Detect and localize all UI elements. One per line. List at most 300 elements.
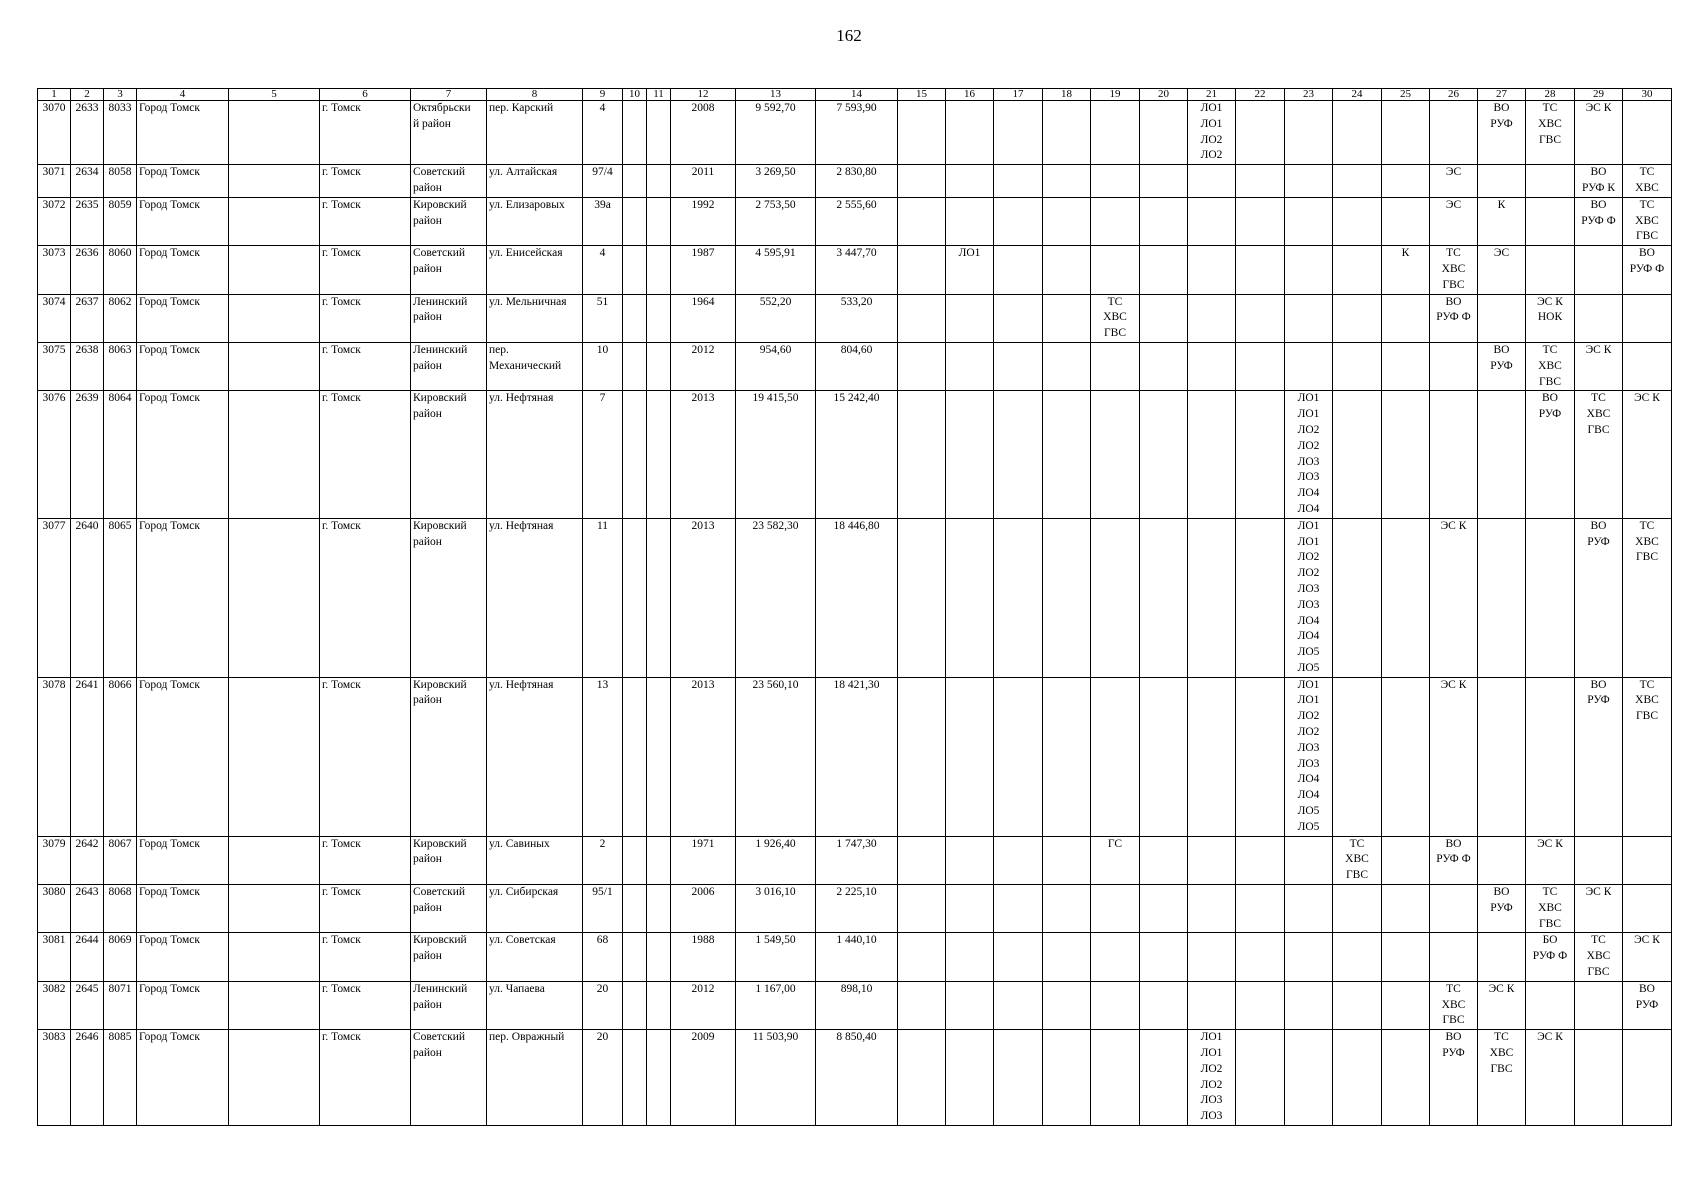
cell-col-7 xyxy=(411,165,487,198)
cell-line: ул. Мельничная xyxy=(489,295,567,308)
cell-col-21 xyxy=(1188,518,1236,677)
cell-col-27 xyxy=(1478,836,1526,884)
cell-col-8 xyxy=(487,1030,583,1126)
cell-line: ЛО1 xyxy=(1200,1031,1223,1044)
cell-col-11 xyxy=(647,101,671,165)
cell-col-23 xyxy=(1285,1030,1333,1126)
cell-col-10 xyxy=(623,101,647,165)
column-number-22: 22 xyxy=(1236,89,1285,101)
cell-col-24 xyxy=(1333,101,1382,165)
column-number-1: 1 xyxy=(38,89,71,101)
cell-col-22 xyxy=(1236,294,1285,342)
cell-col-7 xyxy=(411,677,487,836)
cell-line: ГВС xyxy=(1490,1062,1513,1075)
cell-col-9: 39а xyxy=(583,197,623,245)
cell-col-11 xyxy=(647,677,671,836)
cell-line: район xyxy=(413,901,442,914)
column-number-12: 12 xyxy=(671,89,736,101)
cell-col-4: Город Томск xyxy=(137,836,229,884)
cell-line: РУФ xyxy=(1635,998,1659,1011)
cell-col-29 xyxy=(1575,101,1623,165)
cell-col-3: 8062 xyxy=(104,294,137,342)
cell-col-2: 2641 xyxy=(71,677,104,836)
cell-col-10 xyxy=(623,246,647,294)
cell-col-4: Город Томск xyxy=(137,294,229,342)
cell-col-13: 3 016,10 xyxy=(736,885,816,933)
cell-col-8 xyxy=(487,677,583,836)
cell-col-19 xyxy=(1091,197,1140,245)
cell-col-5 xyxy=(229,518,320,677)
cell-line: ХВС xyxy=(1635,694,1659,707)
cell-line: Октябрьски xyxy=(413,102,471,114)
cell-col-13: 552,20 xyxy=(736,294,816,342)
cell-line: РУФ xyxy=(1538,408,1562,421)
table-row xyxy=(38,101,1672,165)
cell-col-10 xyxy=(623,294,647,342)
cell-line: ЛО5 xyxy=(1297,661,1320,674)
cell-line: РУФ xyxy=(1587,694,1610,707)
column-number-15: 15 xyxy=(898,89,946,101)
cell-line: ВО xyxy=(1493,343,1510,356)
cell-col-24 xyxy=(1333,933,1382,981)
cell-col-13: 954,60 xyxy=(736,342,816,390)
cell-line: ТС xyxy=(1494,1031,1509,1044)
page-number: 162 xyxy=(836,26,862,45)
cell-col-30 xyxy=(1623,246,1672,294)
cell-col-15 xyxy=(898,677,946,836)
cell-line: ХВС xyxy=(1345,853,1369,866)
cell-col-14: 804,60 xyxy=(816,342,898,390)
cell-line: ТС xyxy=(1639,519,1655,532)
cell-col-3: 8066 xyxy=(104,677,137,836)
cell-line: ВО xyxy=(1590,678,1607,691)
cell-col-8 xyxy=(487,933,583,981)
cell-col-17 xyxy=(994,933,1043,981)
cell-col-12: 2013 xyxy=(671,518,736,677)
cell-col-4: Город Томск xyxy=(137,885,229,933)
cell-col-27 xyxy=(1478,518,1526,677)
cell-col-9: 20 xyxy=(583,981,623,1029)
cell-col-30 xyxy=(1623,836,1672,884)
cell-col-26 xyxy=(1430,885,1478,933)
cell-line: район xyxy=(413,998,442,1011)
cell-col-20 xyxy=(1140,885,1188,933)
cell-line: ХВС xyxy=(1538,117,1562,130)
cell-col-8 xyxy=(487,246,583,294)
cell-line: ул. Алтайская xyxy=(489,166,558,179)
cell-line: ЭС К xyxy=(1488,982,1515,995)
column-number-7: 7 xyxy=(411,89,487,101)
cell-line: ул. Елизаровых xyxy=(489,198,565,211)
cell-col-10 xyxy=(623,342,647,390)
cell-col-5 xyxy=(229,1030,320,1126)
cell-line: ЛО1 xyxy=(1297,408,1320,421)
cell-line: ЛО1 xyxy=(1200,1047,1223,1060)
cell-col-25 xyxy=(1382,246,1430,294)
table-row xyxy=(38,885,1672,933)
cell-line: ВО xyxy=(1590,519,1607,532)
cell-line: ЭС К xyxy=(1440,678,1467,691)
cell-col-30 xyxy=(1623,677,1672,836)
cell-line: ВО xyxy=(1445,837,1462,850)
cell-line: ЛО4 xyxy=(1297,614,1320,627)
cell-line: ТС xyxy=(1542,886,1558,899)
cell-col-6: г. Томск xyxy=(320,246,411,294)
cell-line: К xyxy=(1401,247,1410,260)
column-number-29: 29 xyxy=(1575,89,1623,101)
cell-col-23 xyxy=(1285,933,1333,981)
cell-col-29 xyxy=(1575,885,1623,933)
cell-col-19 xyxy=(1091,1030,1140,1126)
cell-col-12: 2013 xyxy=(671,677,736,836)
table-row xyxy=(38,981,1672,1029)
cell-col-3: 8064 xyxy=(104,391,137,518)
cell-col-22 xyxy=(1236,518,1285,677)
cell-col-28 xyxy=(1526,981,1575,1029)
cell-col-21 xyxy=(1188,342,1236,390)
cell-col-23 xyxy=(1285,101,1333,165)
cell-col-24 xyxy=(1333,885,1382,933)
cell-col-1: 3076 xyxy=(38,391,71,518)
cell-line: ЛО2 xyxy=(1297,423,1320,436)
cell-col-24 xyxy=(1333,677,1382,836)
cell-col-5 xyxy=(229,885,320,933)
cell-col-11 xyxy=(647,981,671,1029)
cell-line: ЛО2 xyxy=(1297,439,1320,452)
cell-line: ГС xyxy=(1107,837,1123,850)
cell-line: район xyxy=(413,181,442,194)
cell-col-23 xyxy=(1285,197,1333,245)
cell-col-10 xyxy=(623,197,647,245)
cell-line: ХВС xyxy=(1441,998,1466,1011)
cell-col-8 xyxy=(487,836,583,884)
cell-col-10 xyxy=(623,165,647,198)
cell-col-13: 1 926,40 xyxy=(736,836,816,884)
cell-line: ЭС К xyxy=(1537,1031,1563,1044)
cell-col-26 xyxy=(1430,933,1478,981)
cell-col-1: 3080 xyxy=(38,885,71,933)
cell-col-3: 8068 xyxy=(104,885,137,933)
cell-line: РУФ xyxy=(1587,535,1610,548)
cell-line: ХВС xyxy=(1635,181,1659,194)
cell-col-14: 18 421,30 xyxy=(816,677,898,836)
cell-col-3: 8033 xyxy=(104,101,137,165)
cell-col-6: г. Томск xyxy=(320,197,411,245)
cell-col-23 xyxy=(1285,677,1333,836)
cell-col-7 xyxy=(411,342,487,390)
cell-col-17 xyxy=(994,101,1043,165)
cell-col-2: 2638 xyxy=(71,342,104,390)
cell-col-8 xyxy=(487,197,583,245)
cell-col-10 xyxy=(623,836,647,884)
cell-col-6: г. Томск xyxy=(320,294,411,342)
cell-col-30 xyxy=(1623,391,1672,518)
cell-line: ЛО3 xyxy=(1297,741,1320,754)
cell-col-9: 13 xyxy=(583,677,623,836)
cell-line: ВО xyxy=(1590,198,1607,211)
cell-col-6: г. Томск xyxy=(320,518,411,677)
column-number-14: 14 xyxy=(816,89,898,101)
cell-line: ЛО1 xyxy=(1297,535,1320,548)
cell-line: Советский xyxy=(413,166,466,179)
cell-col-3: 8085 xyxy=(104,1030,137,1126)
cell-line: ТС xyxy=(1639,166,1655,179)
column-number-9: 9 xyxy=(583,89,623,101)
cell-col-24 xyxy=(1333,165,1382,198)
cell-col-18 xyxy=(1043,101,1091,165)
cell-col-16 xyxy=(946,981,994,1029)
cell-col-26 xyxy=(1430,391,1478,518)
cell-col-25 xyxy=(1382,933,1430,981)
cell-col-17 xyxy=(994,294,1043,342)
cell-line: ЛО1 xyxy=(1297,694,1320,707)
cell-line: Ленинский xyxy=(413,295,468,308)
cell-line: ТС xyxy=(1349,837,1365,850)
cell-col-2: 2646 xyxy=(71,1030,104,1126)
cell-col-7 xyxy=(411,885,487,933)
cell-line: ЛО2 xyxy=(1297,710,1320,723)
cell-col-5 xyxy=(229,294,320,342)
cell-line: ХВС xyxy=(1586,408,1611,421)
cell-line: ЛО2 xyxy=(1297,551,1320,564)
cell-col-1: 3071 xyxy=(38,165,71,198)
cell-col-13: 3 269,50 xyxy=(736,165,816,198)
cell-line: ВО xyxy=(1542,392,1558,405)
column-number-6: 6 xyxy=(320,89,411,101)
cell-line: ЛО4 xyxy=(1297,773,1320,786)
column-number-4: 4 xyxy=(137,89,229,101)
cell-col-17 xyxy=(994,165,1043,198)
cell-col-27 xyxy=(1478,294,1526,342)
cell-line: ЭС К xyxy=(1585,102,1612,114)
column-number-5: 5 xyxy=(229,89,320,101)
cell-col-11 xyxy=(647,518,671,677)
cell-line: ЭС К xyxy=(1634,934,1660,947)
cell-col-4: Город Томск xyxy=(137,1030,229,1126)
cell-col-21 xyxy=(1188,197,1236,245)
cell-col-1: 3083 xyxy=(38,1030,71,1126)
cell-col-16 xyxy=(946,391,994,518)
cell-line: ЛО1 xyxy=(1200,102,1223,114)
cell-line: ЛО4 xyxy=(1297,630,1320,643)
cell-col-27 xyxy=(1478,677,1526,836)
cell-col-3: 8067 xyxy=(104,836,137,884)
cell-col-16 xyxy=(946,246,994,294)
cell-col-25 xyxy=(1382,1030,1430,1126)
cell-line: ул. Енисейская xyxy=(489,247,563,260)
cell-col-10 xyxy=(623,933,647,981)
cell-col-30 xyxy=(1623,518,1672,677)
cell-col-19 xyxy=(1091,981,1140,1029)
cell-line: ХВС xyxy=(1489,1047,1514,1060)
cell-col-18 xyxy=(1043,677,1091,836)
cell-line: пер. xyxy=(489,343,509,356)
cell-col-21 xyxy=(1188,981,1236,1029)
column-number-23: 23 xyxy=(1285,89,1333,101)
cell-col-12: 2006 xyxy=(671,885,736,933)
cell-line: ЭС К xyxy=(1585,886,1612,899)
cell-col-23 xyxy=(1285,342,1333,390)
cell-col-26 xyxy=(1430,836,1478,884)
cell-col-20 xyxy=(1140,342,1188,390)
cell-line: ЛО1 xyxy=(958,247,981,260)
cell-line: район xyxy=(413,214,442,227)
cell-col-4: Город Томск xyxy=(137,165,229,198)
cell-col-12: 2013 xyxy=(671,391,736,518)
cell-col-4: Город Томск xyxy=(137,677,229,836)
cell-col-21 xyxy=(1188,294,1236,342)
cell-col-20 xyxy=(1140,165,1188,198)
cell-col-2: 2639 xyxy=(71,391,104,518)
cell-col-3: 8065 xyxy=(104,518,137,677)
cell-col-9: 97/4 xyxy=(583,165,623,198)
cell-col-15 xyxy=(898,197,946,245)
column-number-26: 26 xyxy=(1430,89,1478,101)
cell-col-1: 3077 xyxy=(38,518,71,677)
cell-col-22 xyxy=(1236,981,1285,1029)
cell-col-26 xyxy=(1430,342,1478,390)
cell-col-6: г. Томск xyxy=(320,836,411,884)
cell-line: Кировский xyxy=(413,837,467,850)
table-row xyxy=(38,1030,1672,1126)
cell-col-19 xyxy=(1091,101,1140,165)
cell-line: ул. Савиных xyxy=(489,837,550,850)
cell-line: Кировский xyxy=(413,198,467,211)
cell-col-27 xyxy=(1478,885,1526,933)
cell-col-30 xyxy=(1623,885,1672,933)
cell-col-12: 1992 xyxy=(671,197,736,245)
cell-line: ГВС xyxy=(1539,133,1561,146)
cell-line: ГВС xyxy=(1636,230,1658,243)
cell-col-24 xyxy=(1333,836,1382,884)
cell-col-28 xyxy=(1526,677,1575,836)
cell-col-1: 3079 xyxy=(38,836,71,884)
cell-col-29 xyxy=(1575,677,1623,836)
cell-col-16 xyxy=(946,885,994,933)
cell-col-18 xyxy=(1043,933,1091,981)
cell-col-22 xyxy=(1236,342,1285,390)
cell-col-2: 2644 xyxy=(71,933,104,981)
cell-col-15 xyxy=(898,836,946,884)
cell-col-16 xyxy=(946,165,994,198)
cell-line: ЛО5 xyxy=(1297,820,1320,833)
cell-col-6: г. Томск xyxy=(320,1030,411,1126)
cell-line: ЛО1 xyxy=(1200,117,1223,130)
cell-col-29 xyxy=(1575,933,1623,981)
cell-line: ГВС xyxy=(1539,375,1561,388)
cell-col-28 xyxy=(1526,836,1575,884)
cell-col-17 xyxy=(994,391,1043,518)
cell-col-26 xyxy=(1430,246,1478,294)
cell-line: Советский xyxy=(413,886,466,899)
cell-col-21 xyxy=(1188,101,1236,165)
cell-line: ул. Нефтяная xyxy=(489,392,554,405)
cell-col-14: 2 225,10 xyxy=(816,885,898,933)
cell-col-19 xyxy=(1091,677,1140,836)
cell-col-21 xyxy=(1188,165,1236,198)
cell-line: район xyxy=(413,359,442,372)
cell-line: ВО xyxy=(1639,982,1655,995)
cell-col-19 xyxy=(1091,518,1140,677)
cell-col-16 xyxy=(946,1030,994,1126)
cell-col-24 xyxy=(1333,246,1382,294)
cell-col-16 xyxy=(946,101,994,165)
cell-col-12: 2009 xyxy=(671,1030,736,1126)
cell-col-8 xyxy=(487,101,583,165)
cell-line: ЛО3 xyxy=(1200,1094,1223,1107)
cell-line: ЭС К xyxy=(1634,392,1660,405)
cell-col-26 xyxy=(1430,677,1478,836)
cell-col-11 xyxy=(647,391,671,518)
cell-line: ЛО2 xyxy=(1200,133,1223,146)
column-number-25: 25 xyxy=(1382,89,1430,101)
cell-col-17 xyxy=(994,342,1043,390)
cell-line: РУФ Ф xyxy=(1581,214,1616,227)
cell-col-22 xyxy=(1236,885,1285,933)
cell-line: РУФ xyxy=(1442,1047,1465,1060)
cell-col-30 xyxy=(1623,101,1672,165)
cell-col-30 xyxy=(1623,1030,1672,1126)
cell-col-28 xyxy=(1526,885,1575,933)
cell-col-5 xyxy=(229,981,320,1029)
cell-col-7 xyxy=(411,197,487,245)
cell-col-19 xyxy=(1091,294,1140,342)
cell-col-25 xyxy=(1382,391,1430,518)
cell-col-5 xyxy=(229,101,320,165)
cell-col-12: 2008 xyxy=(671,101,736,165)
cell-col-9: 7 xyxy=(583,391,623,518)
cell-line: район xyxy=(413,950,442,963)
cell-col-28 xyxy=(1526,391,1575,518)
cell-col-14: 2 830,80 xyxy=(816,165,898,198)
cell-line: ВО xyxy=(1493,886,1510,899)
cell-col-7 xyxy=(411,518,487,677)
cell-col-16 xyxy=(946,933,994,981)
cell-col-8 xyxy=(487,294,583,342)
cell-col-5 xyxy=(229,391,320,518)
cell-line: ЛО3 xyxy=(1297,757,1320,770)
cell-line: ТС xyxy=(1446,982,1461,995)
cell-col-10 xyxy=(623,391,647,518)
cell-col-6: г. Томск xyxy=(320,342,411,390)
cell-col-20 xyxy=(1140,981,1188,1029)
cell-col-27 xyxy=(1478,165,1526,198)
cell-col-28 xyxy=(1526,1030,1575,1126)
cell-col-2: 2643 xyxy=(71,885,104,933)
cell-col-22 xyxy=(1236,246,1285,294)
table-row xyxy=(38,294,1672,342)
cell-col-18 xyxy=(1043,165,1091,198)
cell-col-4: Город Томск xyxy=(137,518,229,677)
cell-col-19 xyxy=(1091,885,1140,933)
cell-col-13: 11 503,90 xyxy=(736,1030,816,1126)
cell-col-5 xyxy=(229,246,320,294)
cell-col-29 xyxy=(1575,518,1623,677)
cell-line: ЭС К xyxy=(1537,837,1563,850)
cell-col-6: г. Томск xyxy=(320,677,411,836)
cell-line: ЭС К xyxy=(1585,343,1612,356)
cell-col-2: 2635 xyxy=(71,197,104,245)
cell-line: ЛО3 xyxy=(1200,1110,1223,1123)
cell-col-10 xyxy=(623,981,647,1029)
cell-col-6: г. Томск xyxy=(320,101,411,165)
cell-col-4: Город Томск xyxy=(137,342,229,390)
cell-col-4: Город Томск xyxy=(137,981,229,1029)
cell-line: ГВС xyxy=(1104,327,1126,340)
cell-col-26 xyxy=(1430,981,1478,1029)
cell-col-20 xyxy=(1140,101,1188,165)
cell-line: ХВС xyxy=(1441,262,1466,275)
